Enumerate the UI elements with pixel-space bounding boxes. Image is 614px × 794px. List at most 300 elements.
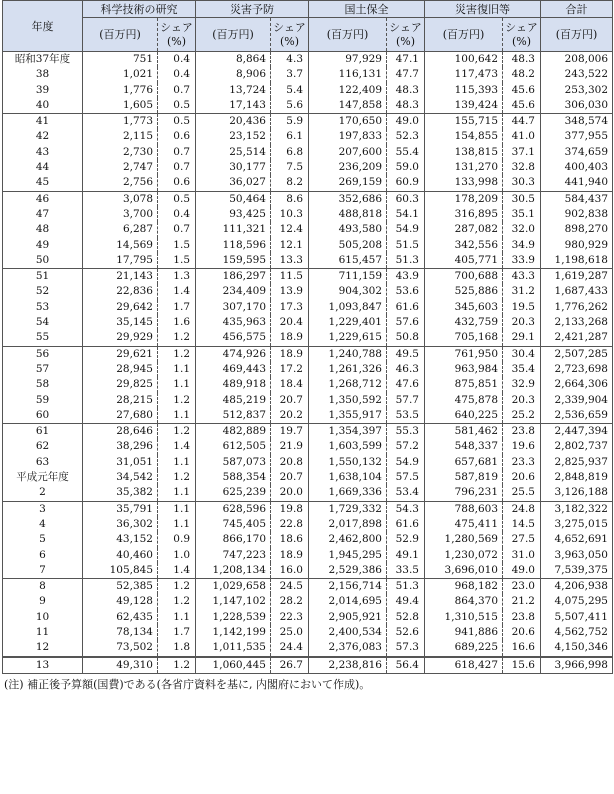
table-row	[3, 439, 613, 454]
recovery-share: 48.3	[503, 52, 541, 68]
recovery-value: 131,270	[425, 160, 503, 175]
prevention-value: 8,864	[196, 52, 271, 68]
year-cell: 58	[3, 377, 83, 392]
year-cell: 昭和37年度	[3, 52, 83, 68]
header-disaster-recovery: 災害復旧等	[425, 1, 541, 18]
recovery-value: 405,771	[425, 253, 503, 269]
science-value: 35,791	[83, 501, 158, 517]
conservation-value: 1,093,847	[309, 300, 387, 315]
prevention-share: 21.9	[271, 439, 309, 454]
science-value: 105,845	[83, 563, 158, 579]
year-cell: 9	[3, 594, 83, 609]
total-value: 253,302	[541, 83, 613, 98]
recovery-value: 1,280,569	[425, 532, 503, 547]
recovery-share: 23.8	[503, 610, 541, 625]
table-row	[3, 67, 613, 82]
science-value: 29,642	[83, 300, 158, 315]
table-row	[3, 175, 613, 191]
recovery-value: 963,984	[425, 362, 503, 377]
total-value: 1,687,433	[541, 284, 613, 299]
recovery-value: 618,427	[425, 657, 503, 674]
science-value: 52,385	[83, 579, 158, 595]
year-cell: 61	[3, 424, 83, 440]
conservation-value: 1,350,592	[309, 393, 387, 408]
header-unit: (百万円)	[541, 18, 613, 52]
recovery-share: 16.6	[503, 640, 541, 656]
science-value: 29,825	[83, 377, 158, 392]
year-cell: 57	[3, 362, 83, 377]
header-share: シェア (%)	[158, 18, 196, 52]
science-share: 1.1	[158, 517, 196, 532]
prevention-value: 474,926	[196, 346, 271, 362]
science-share: 1.0	[158, 548, 196, 563]
science-share: 0.4	[158, 67, 196, 82]
prevention-share: 6.1	[271, 129, 309, 144]
header-unit: (百万円)	[83, 18, 158, 52]
year-cell: 56	[3, 346, 83, 362]
conservation-value: 2,014,695	[309, 594, 387, 609]
conservation-value: 488,818	[309, 207, 387, 222]
total-value: 3,963,050	[541, 548, 613, 563]
table-row	[3, 470, 613, 485]
header-year: 年度	[3, 1, 83, 52]
science-value: 28,945	[83, 362, 158, 377]
recovery-value: 587,819	[425, 470, 503, 485]
prevention-value: 866,170	[196, 532, 271, 547]
total-value: 377,955	[541, 129, 613, 144]
total-value: 4,075,295	[541, 594, 613, 609]
prevention-share: 26.7	[271, 657, 309, 674]
science-value: 751	[83, 52, 158, 68]
prevention-share: 20.7	[271, 470, 309, 485]
table-row	[3, 129, 613, 144]
recovery-share: 30.3	[503, 175, 541, 191]
recovery-value: 475,878	[425, 393, 503, 408]
table-row	[3, 393, 613, 408]
prevention-value: 628,596	[196, 501, 271, 517]
recovery-share: 23.0	[503, 579, 541, 595]
science-share: 0.4	[158, 207, 196, 222]
science-value: 62,435	[83, 610, 158, 625]
table-row	[3, 207, 613, 222]
total-value: 2,664,306	[541, 377, 613, 392]
prevention-value: 118,596	[196, 238, 271, 253]
total-value: 5,507,411	[541, 610, 613, 625]
recovery-value: 941,886	[425, 625, 503, 640]
table-row	[3, 83, 613, 98]
total-value: 208,006	[541, 52, 613, 68]
table-row	[3, 501, 613, 517]
year-cell: 40	[3, 98, 83, 114]
recovery-share: 27.5	[503, 532, 541, 547]
science-value: 22,836	[83, 284, 158, 299]
conservation-share: 48.3	[387, 83, 425, 98]
year-cell: 47	[3, 207, 83, 222]
recovery-value: 155,715	[425, 114, 503, 130]
table-row	[3, 455, 613, 470]
prevention-value: 489,918	[196, 377, 271, 392]
science-share: 1.2	[158, 657, 196, 674]
conservation-share: 57.5	[387, 470, 425, 485]
conservation-value: 2,017,898	[309, 517, 387, 532]
prevention-share: 22.8	[271, 517, 309, 532]
prevention-share: 18.9	[271, 330, 309, 346]
table-row	[3, 485, 613, 501]
science-share: 1.1	[158, 377, 196, 392]
table-row	[3, 362, 613, 377]
table-row	[3, 625, 613, 640]
recovery-share: 43.3	[503, 269, 541, 285]
conservation-value: 1,729,332	[309, 501, 387, 517]
recovery-share: 35.1	[503, 207, 541, 222]
science-value: 35,145	[83, 315, 158, 330]
recovery-share: 41.0	[503, 129, 541, 144]
table-row	[3, 52, 613, 68]
header-land-conservation: 国土保全	[309, 1, 425, 18]
recovery-share: 19.6	[503, 439, 541, 454]
total-value: 2,507,285	[541, 346, 613, 362]
science-value: 2,756	[83, 175, 158, 191]
science-value: 14,569	[83, 238, 158, 253]
year-cell: 63	[3, 455, 83, 470]
recovery-share: 31.2	[503, 284, 541, 299]
prevention-value: 25,514	[196, 145, 271, 160]
year-cell: 53	[3, 300, 83, 315]
conservation-value: 197,833	[309, 129, 387, 144]
prevention-share: 5.6	[271, 98, 309, 114]
year-cell: 54	[3, 315, 83, 330]
total-value: 902,838	[541, 207, 613, 222]
recovery-value: 657,681	[425, 455, 503, 470]
recovery-share: 25.5	[503, 485, 541, 501]
science-value: 31,051	[83, 455, 158, 470]
science-value: 21,143	[83, 269, 158, 285]
total-value: 3,966,998	[541, 657, 613, 674]
recovery-value: 138,815	[425, 145, 503, 160]
recovery-value: 700,688	[425, 269, 503, 285]
prevention-share: 18.6	[271, 532, 309, 547]
prevention-share: 24.5	[271, 579, 309, 595]
table-note: (注) 補正後予算額(国費)である(各省庁資料を基に, 内閣府において作成)。	[4, 677, 371, 691]
science-share: 1.3	[158, 269, 196, 285]
science-share: 0.7	[158, 222, 196, 237]
recovery-value: 432,759	[425, 315, 503, 330]
conservation-share: 51.5	[387, 238, 425, 253]
prevention-value: 8,906	[196, 67, 271, 82]
prevention-share: 28.2	[271, 594, 309, 609]
conservation-share: 49.4	[387, 594, 425, 609]
prevention-value: 307,170	[196, 300, 271, 315]
prevention-share: 20.7	[271, 393, 309, 408]
conservation-share: 54.9	[387, 455, 425, 470]
total-value: 2,825,937	[541, 455, 613, 470]
conservation-share: 54.3	[387, 501, 425, 517]
science-value: 49,310	[83, 657, 158, 674]
table-row	[3, 640, 613, 656]
conservation-share: 49.1	[387, 548, 425, 563]
total-value: 1,619,287	[541, 269, 613, 285]
conservation-value: 2,376,083	[309, 640, 387, 656]
recovery-value: 100,642	[425, 52, 503, 68]
budget-table-container	[2, 0, 612, 692]
prevention-value: 17,143	[196, 98, 271, 114]
total-value: 2,536,659	[541, 408, 613, 424]
prevention-share: 24.4	[271, 640, 309, 656]
conservation-value: 493,580	[309, 222, 387, 237]
prevention-share: 20.8	[271, 455, 309, 470]
table-row	[3, 160, 613, 175]
header-unit: (百万円)	[425, 18, 503, 52]
prevention-value: 1,208,134	[196, 563, 271, 579]
table-row	[3, 594, 613, 609]
total-value: 243,522	[541, 67, 613, 82]
total-value: 2,421,287	[541, 330, 613, 346]
recovery-share: 48.2	[503, 67, 541, 82]
conservation-value: 711,159	[309, 269, 387, 285]
prevention-value: 93,425	[196, 207, 271, 222]
science-share: 0.6	[158, 175, 196, 191]
recovery-value: 640,225	[425, 408, 503, 424]
conservation-share: 53.4	[387, 485, 425, 501]
prevention-share: 7.5	[271, 160, 309, 175]
science-share: 1.1	[158, 362, 196, 377]
year-cell: 49	[3, 238, 83, 253]
total-value: 441,940	[541, 175, 613, 191]
science-value: 3,078	[83, 191, 158, 207]
prevention-share: 16.0	[271, 563, 309, 579]
recovery-share: 44.7	[503, 114, 541, 130]
conservation-share: 51.3	[387, 579, 425, 595]
prevention-share: 8.2	[271, 175, 309, 191]
science-value: 1,776	[83, 83, 158, 98]
header-science-research: 科学技術の研究	[83, 1, 196, 18]
prevention-share: 12.1	[271, 238, 309, 253]
recovery-share: 45.6	[503, 83, 541, 98]
prevention-value: 1,228,539	[196, 610, 271, 625]
table-row	[3, 315, 613, 330]
science-value: 38,296	[83, 439, 158, 454]
prevention-share: 18.9	[271, 346, 309, 362]
year-cell: 11	[3, 625, 83, 640]
science-value: 43,152	[83, 532, 158, 547]
prevention-share: 3.7	[271, 67, 309, 82]
total-value: 3,182,322	[541, 501, 613, 517]
table-row	[3, 145, 613, 160]
prevention-share: 5.4	[271, 83, 309, 98]
prevention-value: 482,889	[196, 424, 271, 440]
table-header	[3, 1, 613, 52]
prevention-value: 747,223	[196, 548, 271, 563]
prevention-value: 1,029,658	[196, 579, 271, 595]
year-cell: 43	[3, 145, 83, 160]
conservation-value: 170,650	[309, 114, 387, 130]
total-value: 584,437	[541, 191, 613, 207]
conservation-share: 54.1	[387, 207, 425, 222]
prevention-share: 10.3	[271, 207, 309, 222]
conservation-share: 43.9	[387, 269, 425, 285]
conservation-value: 2,529,386	[309, 563, 387, 579]
recovery-value: 345,603	[425, 300, 503, 315]
conservation-value: 116,131	[309, 67, 387, 82]
science-value: 29,929	[83, 330, 158, 346]
science-value: 73,502	[83, 640, 158, 656]
science-value: 78,134	[83, 625, 158, 640]
conservation-share: 49.5	[387, 346, 425, 362]
total-value: 4,562,752	[541, 625, 613, 640]
prevention-value: 1,060,445	[196, 657, 271, 674]
year-cell: 3	[3, 501, 83, 517]
conservation-share: 57.6	[387, 315, 425, 330]
prevention-share: 13.9	[271, 284, 309, 299]
recovery-share: 20.6	[503, 625, 541, 640]
conservation-share: 57.2	[387, 439, 425, 454]
conservation-share: 48.3	[387, 98, 425, 114]
conservation-share: 54.9	[387, 222, 425, 237]
science-value: 1,773	[83, 114, 158, 130]
science-share: 1.7	[158, 300, 196, 315]
recovery-share: 30.5	[503, 191, 541, 207]
table-row	[3, 377, 613, 392]
table-row	[3, 253, 613, 269]
prevention-share: 4.3	[271, 52, 309, 68]
table-row	[3, 579, 613, 595]
prevention-share: 12.4	[271, 222, 309, 237]
science-share: 0.6	[158, 129, 196, 144]
conservation-value: 1,261,326	[309, 362, 387, 377]
science-value: 17,795	[83, 253, 158, 269]
header-unit: (百万円)	[309, 18, 387, 52]
prevention-share: 19.7	[271, 424, 309, 440]
science-value: 29,621	[83, 346, 158, 362]
science-value: 2,747	[83, 160, 158, 175]
conservation-share: 52.6	[387, 625, 425, 640]
conservation-value: 236,209	[309, 160, 387, 175]
total-value: 3,126,188	[541, 485, 613, 501]
table-row	[3, 548, 613, 563]
table-row	[3, 517, 613, 532]
prevention-value: 1,142,199	[196, 625, 271, 640]
total-value: 2,133,268	[541, 315, 613, 330]
conservation-share: 49.0	[387, 114, 425, 130]
conservation-value: 1,354,397	[309, 424, 387, 440]
table-row	[3, 408, 613, 424]
recovery-value: 968,182	[425, 579, 503, 595]
year-cell: 38	[3, 67, 83, 82]
recovery-share: 23.3	[503, 455, 541, 470]
conservation-value: 1,638,104	[309, 470, 387, 485]
science-share: 1.2	[158, 330, 196, 346]
conservation-share: 47.6	[387, 377, 425, 392]
conservation-value: 1,603,599	[309, 439, 387, 454]
prevention-value: 30,177	[196, 160, 271, 175]
table-row	[3, 532, 613, 547]
table-row	[3, 222, 613, 237]
science-value: 34,542	[83, 470, 158, 485]
recovery-value: 133,998	[425, 175, 503, 191]
prevention-share: 6.8	[271, 145, 309, 160]
recovery-value: 154,855	[425, 129, 503, 144]
science-value: 40,460	[83, 548, 158, 563]
year-cell: 5	[3, 532, 83, 547]
conservation-share: 47.7	[387, 67, 425, 82]
year-cell: 8	[3, 579, 83, 595]
conservation-value: 1,268,712	[309, 377, 387, 392]
prevention-value: 50,464	[196, 191, 271, 207]
year-cell: 2	[3, 485, 83, 501]
science-value: 36,302	[83, 517, 158, 532]
year-cell: 7	[3, 563, 83, 579]
conservation-share: 33.5	[387, 563, 425, 579]
year-cell: 45	[3, 175, 83, 191]
prevention-share: 22.3	[271, 610, 309, 625]
table-row	[3, 657, 613, 674]
year-cell: 6	[3, 548, 83, 563]
prevention-value: 111,321	[196, 222, 271, 237]
total-value: 2,339,904	[541, 393, 613, 408]
science-value: 2,730	[83, 145, 158, 160]
conservation-value: 1,669,336	[309, 485, 387, 501]
prevention-share: 5.9	[271, 114, 309, 130]
recovery-value: 689,225	[425, 640, 503, 656]
science-share: 1.4	[158, 284, 196, 299]
prevention-value: 456,575	[196, 330, 271, 346]
recovery-value: 875,851	[425, 377, 503, 392]
prevention-value: 23,152	[196, 129, 271, 144]
science-share: 0.5	[158, 98, 196, 114]
science-share: 1.2	[158, 470, 196, 485]
year-cell: 51	[3, 269, 83, 285]
science-share: 1.2	[158, 594, 196, 609]
recovery-value: 117,473	[425, 67, 503, 82]
conservation-value: 1,229,401	[309, 315, 387, 330]
recovery-share: 30.4	[503, 346, 541, 362]
prevention-value: 469,443	[196, 362, 271, 377]
recovery-share: 20.3	[503, 393, 541, 408]
recovery-share: 21.2	[503, 594, 541, 609]
prevention-value: 625,239	[196, 485, 271, 501]
science-share: 1.1	[158, 501, 196, 517]
recovery-share: 20.3	[503, 315, 541, 330]
science-share: 1.2	[158, 579, 196, 595]
recovery-share: 24.8	[503, 501, 541, 517]
science-share: 1.2	[158, 393, 196, 408]
table-row	[3, 330, 613, 346]
year-cell: 44	[3, 160, 83, 175]
conservation-value: 2,905,921	[309, 610, 387, 625]
year-cell: 50	[3, 253, 83, 269]
conservation-value: 1,945,295	[309, 548, 387, 563]
header-share: シェア (%)	[387, 18, 425, 52]
total-value: 2,802,737	[541, 439, 613, 454]
science-share: 1.6	[158, 315, 196, 330]
conservation-share: 60.9	[387, 175, 425, 191]
year-cell: 62	[3, 439, 83, 454]
conservation-share: 56.4	[387, 657, 425, 674]
science-share: 1.2	[158, 424, 196, 440]
conservation-value: 122,409	[309, 83, 387, 98]
total-value: 2,447,394	[541, 424, 613, 440]
total-value: 306,030	[541, 98, 613, 114]
conservation-share: 57.7	[387, 393, 425, 408]
recovery-value: 864,370	[425, 594, 503, 609]
science-share: 1.4	[158, 563, 196, 579]
total-value: 1,776,262	[541, 300, 613, 315]
recovery-share: 35.4	[503, 362, 541, 377]
recovery-value: 475,411	[425, 517, 503, 532]
science-value: 6,287	[83, 222, 158, 237]
prevention-value: 36,027	[196, 175, 271, 191]
recovery-value: 3,696,010	[425, 563, 503, 579]
